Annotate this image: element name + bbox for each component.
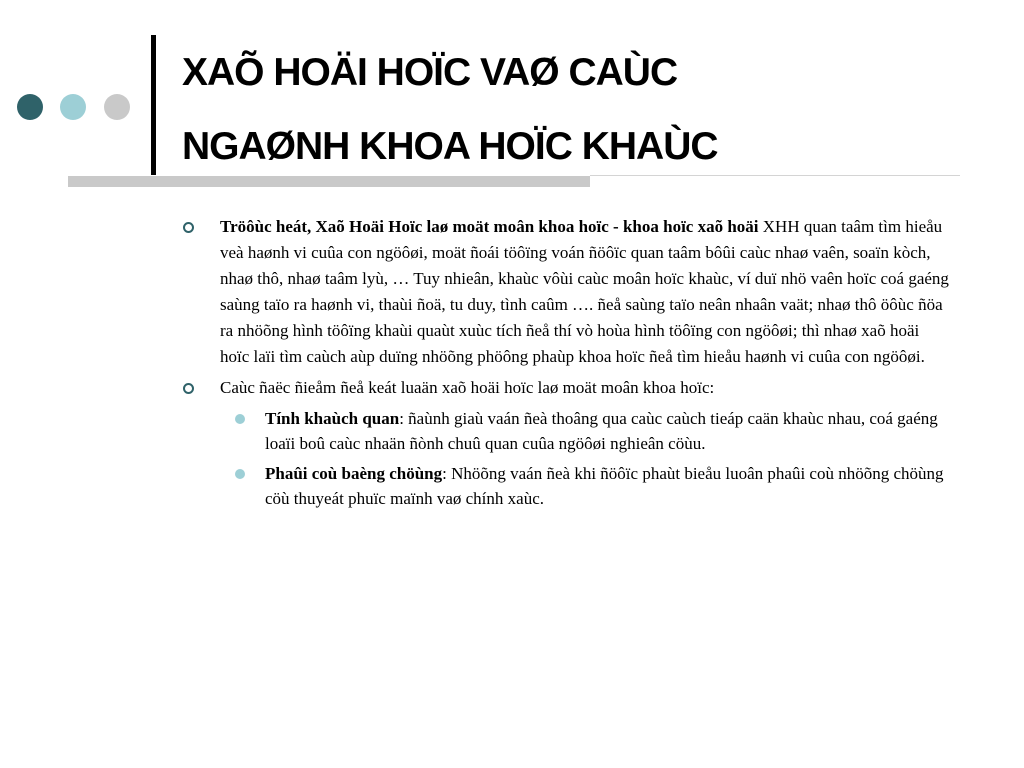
ring-bullet-icon xyxy=(183,383,194,394)
slide-body xyxy=(182,214,952,516)
title-vertical-bar xyxy=(151,35,156,175)
ring-bullet-icon xyxy=(183,222,194,233)
bullet-item xyxy=(182,375,952,401)
bullet-item xyxy=(182,214,952,370)
slide-title xyxy=(182,36,982,184)
sub-bullet-item xyxy=(182,461,952,511)
bullet-bold-text: Tröôùc heát, Xaõ Hoäi Hoïc laø moät moân khoa hoïc - khoa hoïc xaõ hoäi xyxy=(220,217,759,236)
sub-bullet-text: : ñaùnh giaù vaán ñeà thoâng qua caùc caùch tieáp caän khaùc nhau, coá gaéng loaïi boû caùc nhaän ñònh chuû quan cuûa ngöôøi nghieân cöùu. xyxy=(265,409,938,453)
sub-bullet-bold-text: Phaûi coù baèng chöùng xyxy=(265,464,443,483)
dot-bullet-icon xyxy=(235,414,245,424)
decor-dot-gray xyxy=(104,94,130,120)
sub-bullet-text: : Nhöõng vaán ñeà khi ñöôïc phaùt bieåu luoân phaûi coù nhöõng chöùng cöù thuyeát phuïc maïnh vaø chính xaùc. xyxy=(265,464,944,508)
decor-dot-dark xyxy=(17,94,43,120)
title-underline-thick xyxy=(68,176,590,187)
title-underline-thin xyxy=(590,175,960,176)
slide-title-line-2: NGAØNH KHOA HOÏC KHAÙC xyxy=(182,125,718,168)
bullet-text: XHH quan taâm tìm hieåu veà haønh vi cuûa con ngöôøi, moät ñoái töôïng voán ñöôïc quan taâm bôûi caùc nhaø vaên, soaïn kòch, nhaø thô, nhaø taâm lyù, … Tuy nhieân, khaùc vôùi caùc moân hoïc khaùc, ví duï nhö vaên hoïc coá gaéng saùng taïo ra haønh vi, thaùi ñoä, tu duy, tình caûm …. ñeå saùng taïo neân nhaân vaät; nhaø thô öôùc ñöa ra nhöõng hình töôïng khaùi quaùt xuùc tích ñeå thí vò hoùa hình töôïng con ngöôøi; thì nhaø xaõ hoäi hoïc laïi tìm caùch aùp duïng nhöõng phöông phaùp khoa hoïc ñeå tìm hieåu haønh vi cuûa con ngöôøi. xyxy=(220,217,949,366)
sub-bullet-item xyxy=(182,406,952,456)
decor-dot-light xyxy=(60,94,86,120)
sub-bullet-bold-text: Tính khaùch quan xyxy=(265,409,400,428)
bullet-text: Caùc ñaëc ñieåm ñeå keát luaän xaõ hoäi hoïc laø moät moân khoa hoïc: xyxy=(220,378,715,397)
dot-bullet-icon xyxy=(235,469,245,479)
slide-title-line-1: XAÕ HOÄI HOÏC VAØ CAÙC xyxy=(182,51,678,94)
